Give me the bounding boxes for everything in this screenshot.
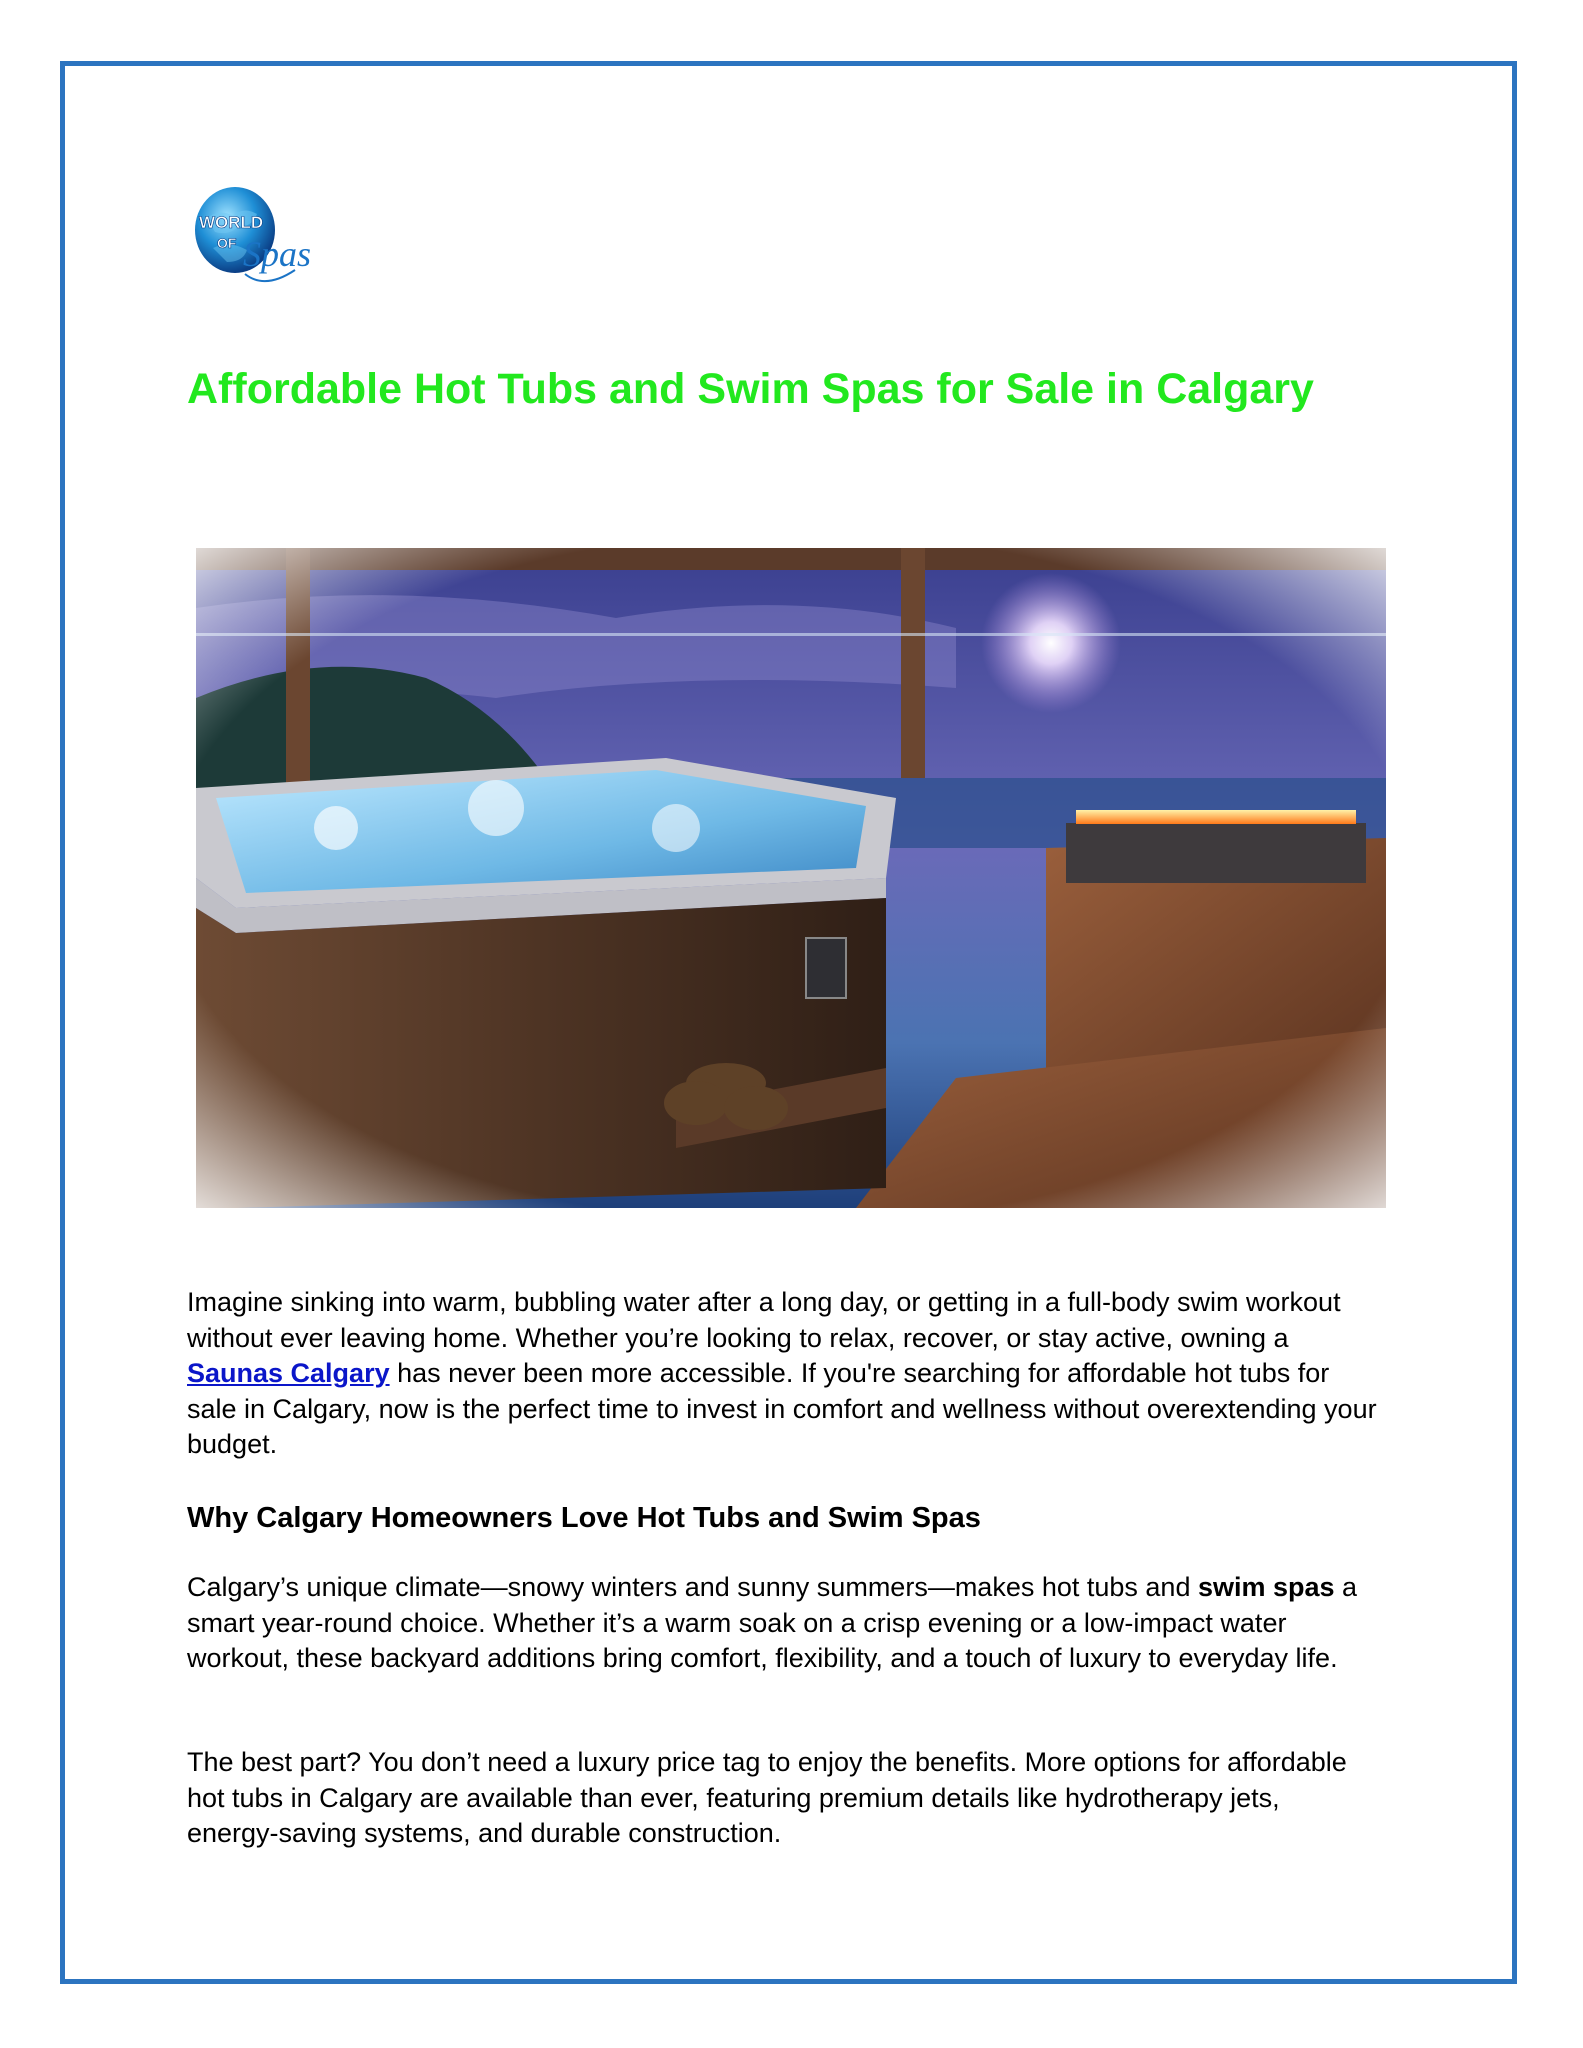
saunas-calgary-link[interactable]: Saunas Calgary — [187, 1358, 390, 1388]
intro-text-start: Imagine sinking into warm, bubbling water after a long day, or getting in a full-body swim workout without ever leaving home. Whether you’re looking to relax, recover, or stay active, owning a — [187, 1287, 1341, 1353]
benefits-paragraph: The best part? You don’t need a luxury price tag to enjoy the benefits. More options for affordable hot tubs in Calgary are available than ever, featuring premium details like hydrotherapy jets, energy-saving systems, and durable construction. — [187, 1747, 1347, 1848]
section-heading: Why Calgary Homeowners Love Hot Tubs and Swim Spas — [187, 1502, 981, 1534]
page-title: Affordable Hot Tubs and Swim Spas for Sale in Calgary — [187, 365, 1314, 413]
world-of-spas-logo — [185, 178, 335, 296]
climate-text-end: a smart year-round choice. Whether it’s a warm soak on a crisp evening or a low-impact water workout, these backyard additions bring comfort, flexibility, and a touch of luxury to everyday life. — [187, 1572, 1358, 1673]
hot-tub-image — [196, 548, 1386, 1208]
intro-paragraph — [187, 1285, 1377, 1463]
svg-text:OF: OF — [217, 235, 237, 251]
svg-text:WORLD: WORLD — [199, 213, 264, 232]
climate-text-start: Calgary’s unique climate—snowy winters and sunny summers—makes hot tubs and — [187, 1572, 1198, 1602]
climate-paragraph — [187, 1570, 1377, 1677]
intro-text-end: has never been more accessible. If you're searching for affordable hot tubs for sale in Calgary, now is the perfect time to invest in comfort and wellness without overextending your budget. — [187, 1358, 1377, 1459]
swim-spas-bold: swim spas — [1197, 1572, 1335, 1602]
svg-text:Spas: Spas — [243, 234, 312, 274]
